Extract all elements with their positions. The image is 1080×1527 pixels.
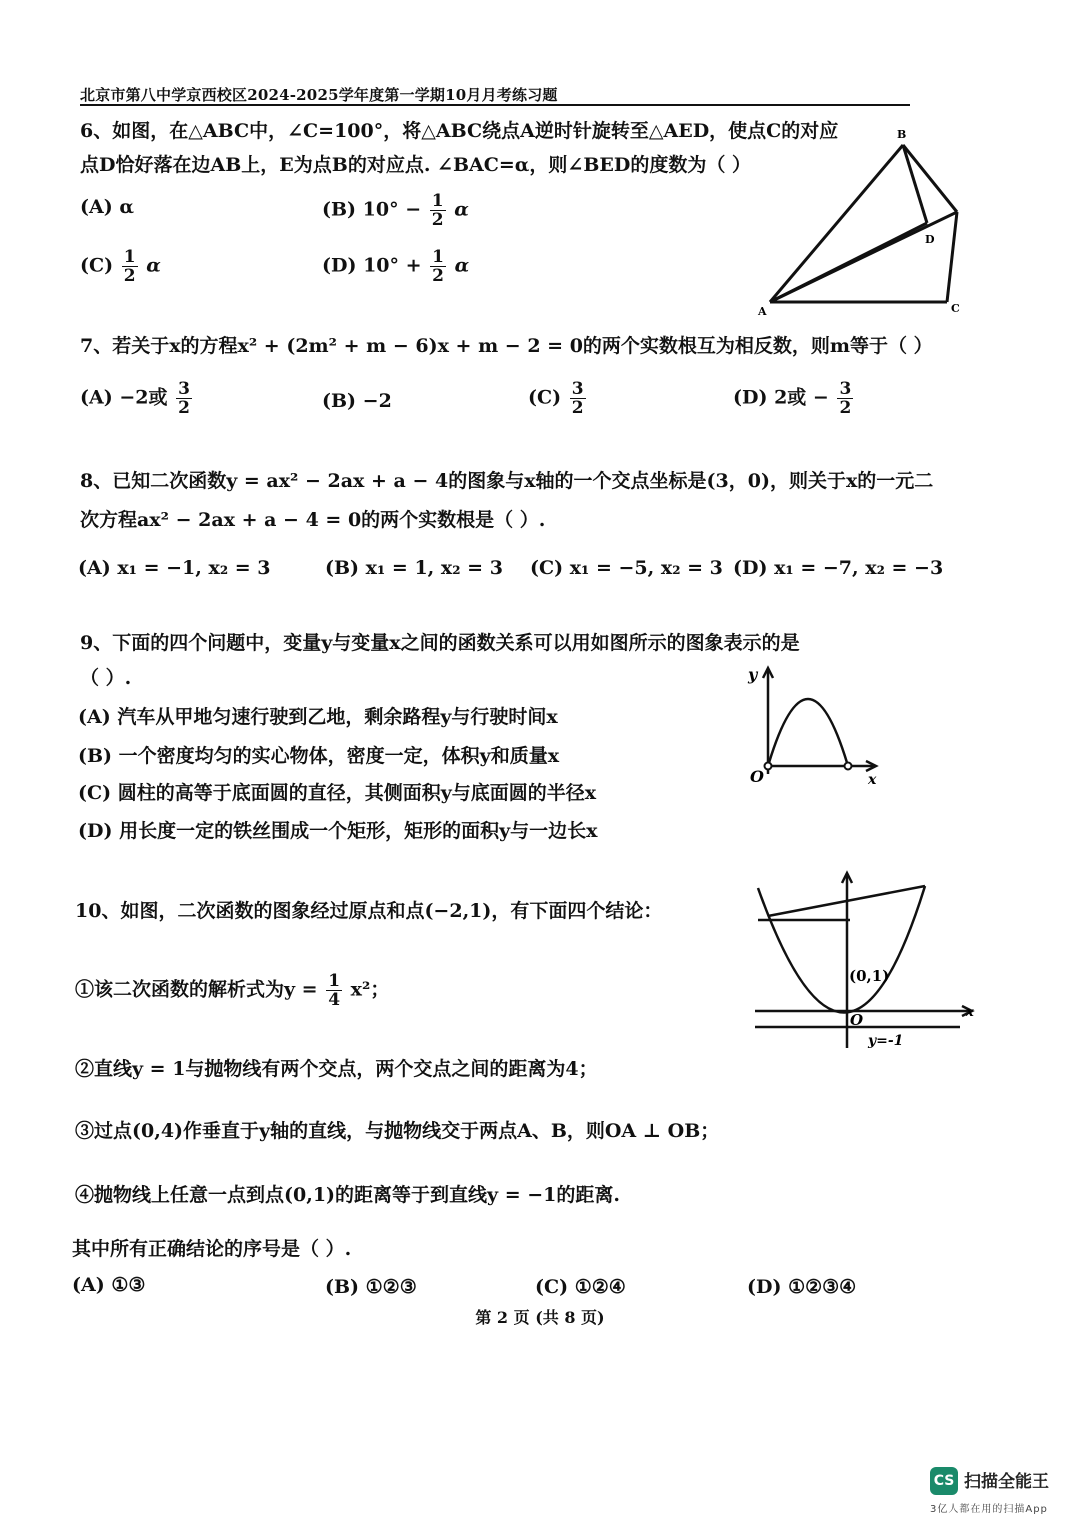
q8-line2: 次方程ax² − 2ax + a − 4 = 0的两个实数根是（ ）.: [80, 509, 546, 531]
q7-option-c-fraction: $\frac{3}{2}$: [571, 379, 584, 418]
q6-triangle-figure: [755, 120, 975, 320]
q6-option-d-fraction: $\frac{1}{2}$: [432, 247, 445, 286]
q7-option-a-fraction: $\frac{3}{2}$: [178, 379, 190, 418]
q6-option-c: (C) $\frac{1}{2}$ α: [80, 247, 161, 286]
q7-option-c: (C) $\frac{3}{2}$: [528, 379, 584, 418]
camscanner-name: 扫描全能王: [964, 1472, 1049, 1492]
q10-label-line: y=-1: [868, 1033, 904, 1049]
q10-conclusion-3: ③过点(0,4)作垂直于y轴的直线，与抛物线交于两点A、B，则OA ⊥ OB；: [75, 1120, 720, 1142]
q6-option-b-label: (B) 10° −: [322, 198, 422, 221]
q7-option-d: (D) 2或 − $\frac{3}{2}$: [733, 379, 852, 418]
q10-conclusion-1: ①该二次函数的解析式为y = $\frac{1}{4}$ x²；: [75, 971, 390, 1010]
q9-label-o: O: [750, 767, 764, 786]
page-footer: 第 2 页 (共 8 页): [475, 1308, 605, 1327]
q9-option-a: (A) 汽车从甲地匀速行驶到乙地，剩余路程y与行驶时间x: [78, 706, 558, 728]
q10-option-d: (D) ①②③④: [747, 1276, 857, 1298]
q7-text: 7、若关于x的方程x² + (2m² + m − 6)x + m − 2 = 0的两个实数根互为相反数，则m等于（ ）: [80, 335, 933, 357]
q10-option-b: (B) ①②③: [325, 1276, 417, 1298]
q9-label-x: x: [868, 772, 877, 788]
q6-option-a: (A) α: [80, 196, 134, 218]
q10-label-o: O: [850, 1011, 864, 1029]
q6-option-d: (D) 10° + $\frac{1}{2}$ α: [322, 247, 470, 286]
camscanner-logo: CS: [930, 1467, 958, 1495]
q9-parabola-graph: [740, 662, 890, 792]
q10-ask: 其中所有正确结论的序号是（ ）.: [72, 1238, 352, 1260]
q7-option-a: (A) −2或 $\frac{3}{2}$: [80, 379, 190, 418]
q10-option-a: (A) ①③: [72, 1274, 146, 1296]
q10-c1-fraction: $\frac{1}{4}$: [328, 971, 341, 1010]
q6-option-d-label: (D) 10° +: [322, 254, 422, 277]
q10-conclusion-4: ④抛物线上任意一点到点(0,1)的距离等于到直线y = −1的距离.: [75, 1184, 620, 1206]
q9-label-y: y: [748, 665, 758, 684]
q9-option-c: (C) 圆柱的高等于底面圆的直径，其侧面积y与底面圆的半径x: [78, 782, 597, 804]
q6-label-b: B: [897, 128, 907, 141]
header-rule: [80, 104, 910, 106]
q7-option-b: (B) −2: [322, 390, 392, 412]
q7-option-d-fraction: $\frac{3}{2}$: [839, 379, 852, 418]
q8-line1: 8、已知二次函数y = ax² − 2ax + a − 4的图象与x轴的一个交点坐标是(3，0)，则关于x的一元二: [80, 470, 934, 492]
q6-line2: 点D恰好落在边AB上，E为点B的对应点. ∠BAC=α，则∠BED的度数为（ ）: [80, 154, 751, 176]
q6-label-d: D: [925, 233, 935, 246]
q6-line1: 6、如图，在△ABC中，∠C=100°，将△ABC绕点A逆时针旋转至△AED，使点C的对应: [80, 120, 839, 142]
camscanner-slogan: 3亿人都在用的扫描App: [930, 1504, 1048, 1515]
q9-option-b: (B) 一个密度均匀的实心物体，密度一定，体积y和质量x: [78, 745, 560, 767]
q10-conclusion-2: ②直线y = 1与抛物线有两个交点，两个交点之间的距离为4；: [75, 1058, 598, 1080]
q6-option-c-label: (C): [80, 254, 114, 277]
q10-intro: 10、如图，二次函数的图象经过原点和点(−2,1)，有下面四个结论：: [75, 900, 663, 922]
page-header: 北京市第八中学京西校区2024-2025学年度第一学期10月月考练习题: [80, 86, 558, 104]
q6-option-b: (B) 10° − $\frac{1}{2}$ α: [322, 191, 469, 230]
q10-option-c: (C) ①②④: [535, 1276, 626, 1298]
q9-line1: 9、下面的四个问题中，变量y与变量x之间的函数关系可以用如图所示的图象表示的是: [80, 632, 800, 654]
q8-option-d: (D) x₁ = −7, x₂ = −3: [733, 557, 944, 579]
q9-line2: （ ）.: [80, 667, 132, 689]
q6-option-b-fraction: $\frac{1}{2}$: [431, 191, 444, 230]
q8-option-b: (B) x₁ = 1, x₂ = 3: [325, 557, 503, 579]
q9-option-d: (D) 用长度一定的铁丝围成一个矩形，矩形的面积y与一边长x: [78, 820, 598, 842]
q10-parabola-graph: [750, 868, 980, 1053]
q8-option-a: (A) x₁ = −1, x₂ = 3: [78, 557, 271, 579]
q6-label-c: C: [951, 302, 960, 315]
q6-option-c-fraction: $\frac{1}{2}$: [123, 247, 136, 286]
q10-label-x: x: [966, 1005, 974, 1020]
q8-option-c: (C) x₁ = −5, x₂ = 3: [530, 557, 723, 579]
q6-label-a: A: [758, 305, 767, 318]
q10-label-point: (0,1): [849, 967, 890, 985]
